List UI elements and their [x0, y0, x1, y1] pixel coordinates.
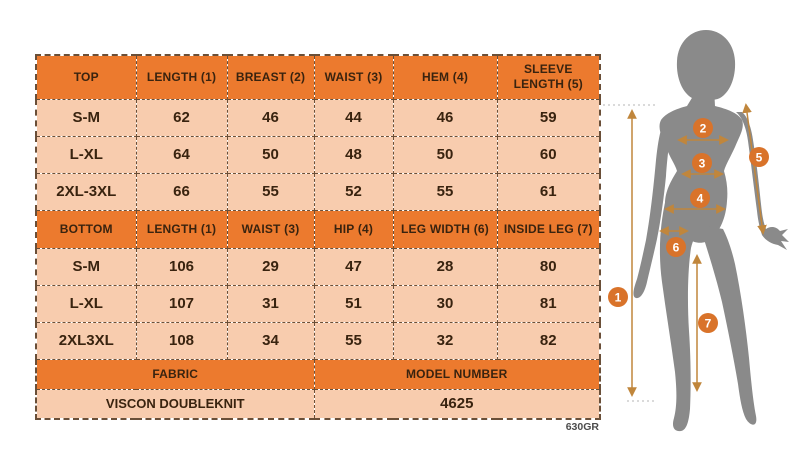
value-cell: 64: [136, 136, 227, 173]
header-cell-top: TOP: [36, 55, 136, 99]
header-cell-bottom: BOTTOM: [36, 210, 136, 248]
header-cell-waist: WAIST (3): [227, 210, 314, 248]
header-cell-length: LENGTH (1): [136, 55, 227, 99]
value-cell: 66: [136, 173, 227, 210]
info-value-row: [36, 389, 600, 419]
measure-marker-1: [608, 287, 628, 307]
header-cell-inside-leg: INSIDE LEG (7): [497, 210, 600, 248]
table-row: [36, 173, 600, 210]
table-row: [36, 248, 600, 285]
value-cell: 50: [393, 136, 497, 173]
info-header-row: [36, 359, 600, 389]
value-cell: 55: [393, 173, 497, 210]
header-cell-sleeve-length: SLEEVE LENGTH (5): [497, 55, 600, 99]
value-cell: 106: [136, 248, 227, 285]
value-cell: 30: [393, 285, 497, 322]
measure-marker-7: [698, 313, 718, 333]
size-cell: 2XL3XL: [36, 322, 136, 359]
value-cell: 51: [314, 285, 393, 322]
value-cell: 59: [497, 99, 600, 136]
size-cell: S-M: [36, 99, 136, 136]
size-cell: L-XL: [36, 285, 136, 322]
measure-marker-3: [692, 153, 712, 173]
size-cell: S-M: [36, 248, 136, 285]
header-cell-hem: HEM (4): [393, 55, 497, 99]
value-cell: 50: [227, 136, 314, 173]
silhouette-left-leg: [660, 198, 698, 431]
measure-marker-5: [749, 147, 769, 167]
bottom-header-row: [36, 210, 600, 248]
header-cell-length: LENGTH (1): [136, 210, 227, 248]
value-cell: 46: [227, 99, 314, 136]
measure-arrow-sleeve: [746, 105, 763, 233]
value-cell: 52: [314, 173, 393, 210]
table-row: [36, 136, 600, 173]
value-cell: 32: [393, 322, 497, 359]
value-cell: 47: [314, 248, 393, 285]
marker-number: 3: [698, 156, 706, 171]
value-cell: 55: [314, 322, 393, 359]
marker-number: 6: [672, 240, 680, 255]
table-row: [36, 322, 600, 359]
marker-number: 4: [696, 191, 704, 206]
marker-number: 1: [614, 290, 622, 305]
woman-silhouette-graphic: [633, 30, 789, 431]
header-cell-leg-width: LEG WIDTH (6): [393, 210, 497, 248]
marker-number: 5: [755, 150, 763, 165]
value-cell: 108: [136, 322, 227, 359]
header-cell-hip: HIP (4): [314, 210, 393, 248]
value-cell: 80: [497, 248, 600, 285]
value-cell: 34: [227, 322, 314, 359]
value-cell: 46: [393, 99, 497, 136]
weight-code-label: 630GR: [565, 421, 599, 433]
value-cell: 61: [497, 173, 600, 210]
table-row: [36, 99, 600, 136]
value-cell: 31: [227, 285, 314, 322]
measure-marker-2: [693, 118, 713, 138]
value-cell: 82: [497, 322, 600, 359]
top-header-row: [36, 55, 600, 99]
measurement-figure: [600, 0, 800, 451]
header-cell-waist: WAIST (3): [314, 55, 393, 99]
size-chart-table: [35, 54, 601, 420]
measure-marker-6: [666, 237, 686, 257]
value-cell: 81: [497, 285, 600, 322]
value-cell: 107: [136, 285, 227, 322]
marker-number: 7: [704, 316, 712, 331]
header-cell-fabric: FABRIC: [36, 359, 314, 389]
value-cell: 28: [393, 248, 497, 285]
header-cell-breast: BREAST (2): [227, 55, 314, 99]
value-cell: 55: [227, 173, 314, 210]
value-cell: 48: [314, 136, 393, 173]
size-cell: L-XL: [36, 136, 136, 173]
value-cell: 29: [227, 248, 314, 285]
value-cell: 62: [136, 99, 227, 136]
value-cell: 44: [314, 99, 393, 136]
value-cell: 60: [497, 136, 600, 173]
figure-svg: [600, 0, 800, 451]
measure-marker-4: [690, 188, 710, 208]
marker-number: 2: [699, 121, 707, 136]
model-number-value-cell: 4625: [314, 389, 600, 419]
size-cell: 2XL-3XL: [36, 173, 136, 210]
table-row: [36, 285, 600, 322]
header-cell-model-number: MODEL NUMBER: [314, 359, 600, 389]
fabric-value-cell: VISCON DOUBLEKNIT: [36, 389, 314, 419]
